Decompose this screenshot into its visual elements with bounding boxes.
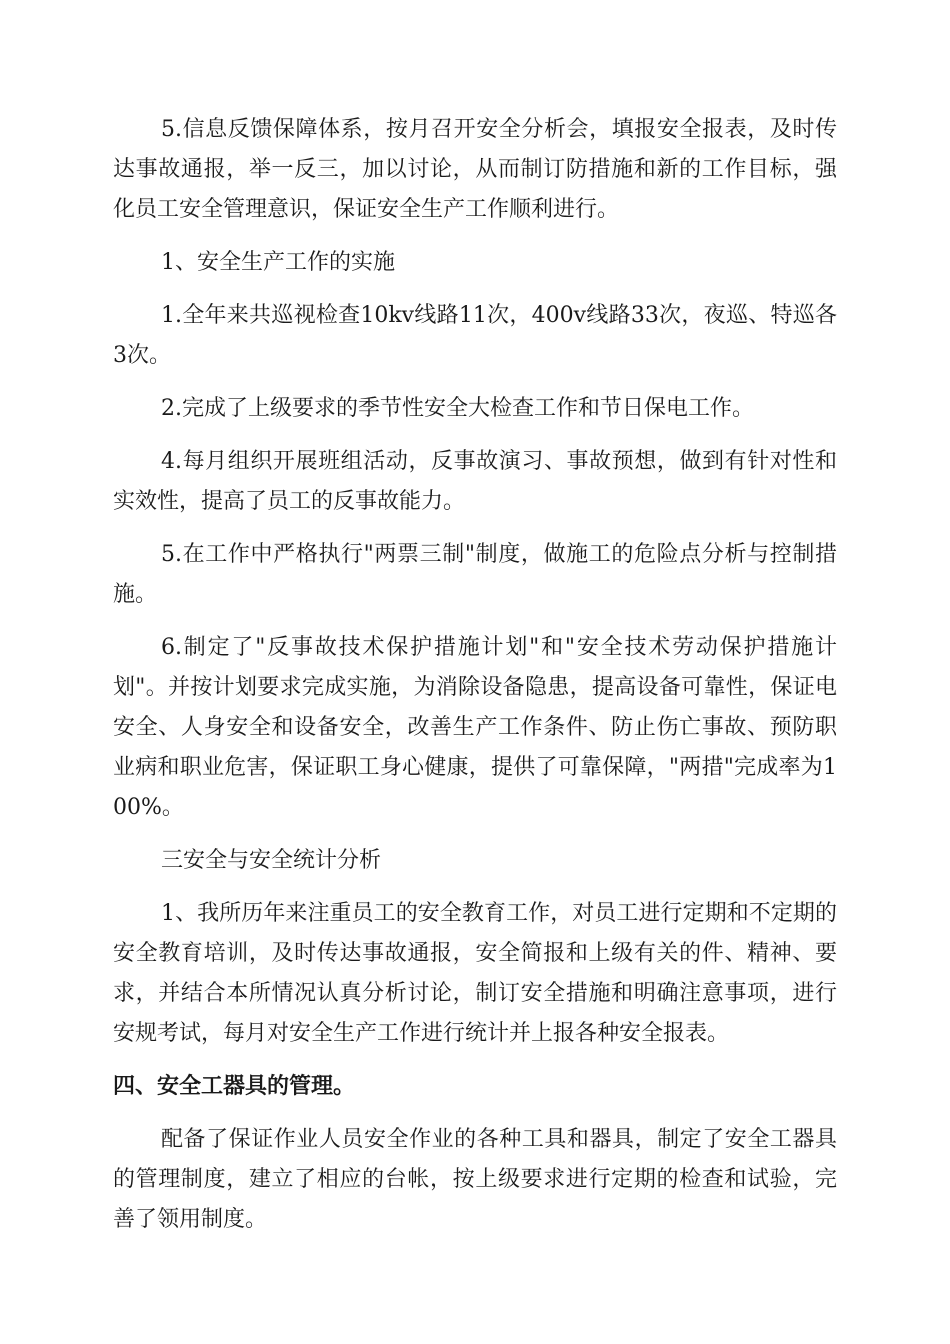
paragraph-section-statistics: 三安全与安全统计分析 [161,848,382,873]
paragraph-info-feedback: 5.信息反馈保障体系，按月召开安全分析会，填报安全报表，及时传达事故通报，举一反三，加以讨论，从而制订防措施和新的工作目标，强化员工安全管理意识，保证安全生产工作顺利进行。 [113,117,837,222]
document-page [113,110,837,1253]
paragraph-monthly-activities: 4.每月组织开展班组活动，反事故演习、事故预想，做到有针对性和实效性，提高了员工的反事故能力。 [113,449,837,514]
paragraph-two-tickets: 5.在工作中严格执行"两票三制"制度，做施工的危险点分析与控制措施。 [113,542,837,607]
paragraph-tools-management: 配备了保证作业人员安全作业的各种工具和器具，制定了安全工器具的管理制度，建立了相应的台帐，按上级要求进行定期的检查和试验，完善了领用制度。 [113,1127,837,1232]
paragraph-section-implementation: 1、安全生产工作的实施 [161,250,395,275]
paragraph-seasonal-check: 2.完成了上级要求的季节性安全大检查工作和节日保电工作。 [161,396,754,421]
paragraph-safety-education: 1、我所历年来注重员工的安全教育工作，对员工进行定期和不定期的安全教育培训，及时传达事故通报，安全简报和上级有关的件、精神、要求，并结合本所情况认真分析讨论，制订安全措施和明确注意事项，进行安规考试，每月对安全生产工作进行统计并上报各种安全报表。 [113,901,837,1046]
section-heading-tools: 四、安全工器具的管理。 [113,1074,356,1099]
paragraph-line-inspection: 1.全年来共巡视检查10kv线路11次，400v线路33次，夜巡、特巡各3次。 [113,303,837,368]
paragraph-two-measures: 6.制定了"反事故技术保护措施计划"和"安全技术劳动保护措施计划"。并按计划要求完成实施，为消除设备隐患，提高设备可靠性，保证电安全、人身安全和设备安全，改善生产工作条件、防止伤亡事故、预防职业病和职业危害，保证职工身心健康，提供了可靠保障，"两措"完成率为100%。 [113,635,837,820]
